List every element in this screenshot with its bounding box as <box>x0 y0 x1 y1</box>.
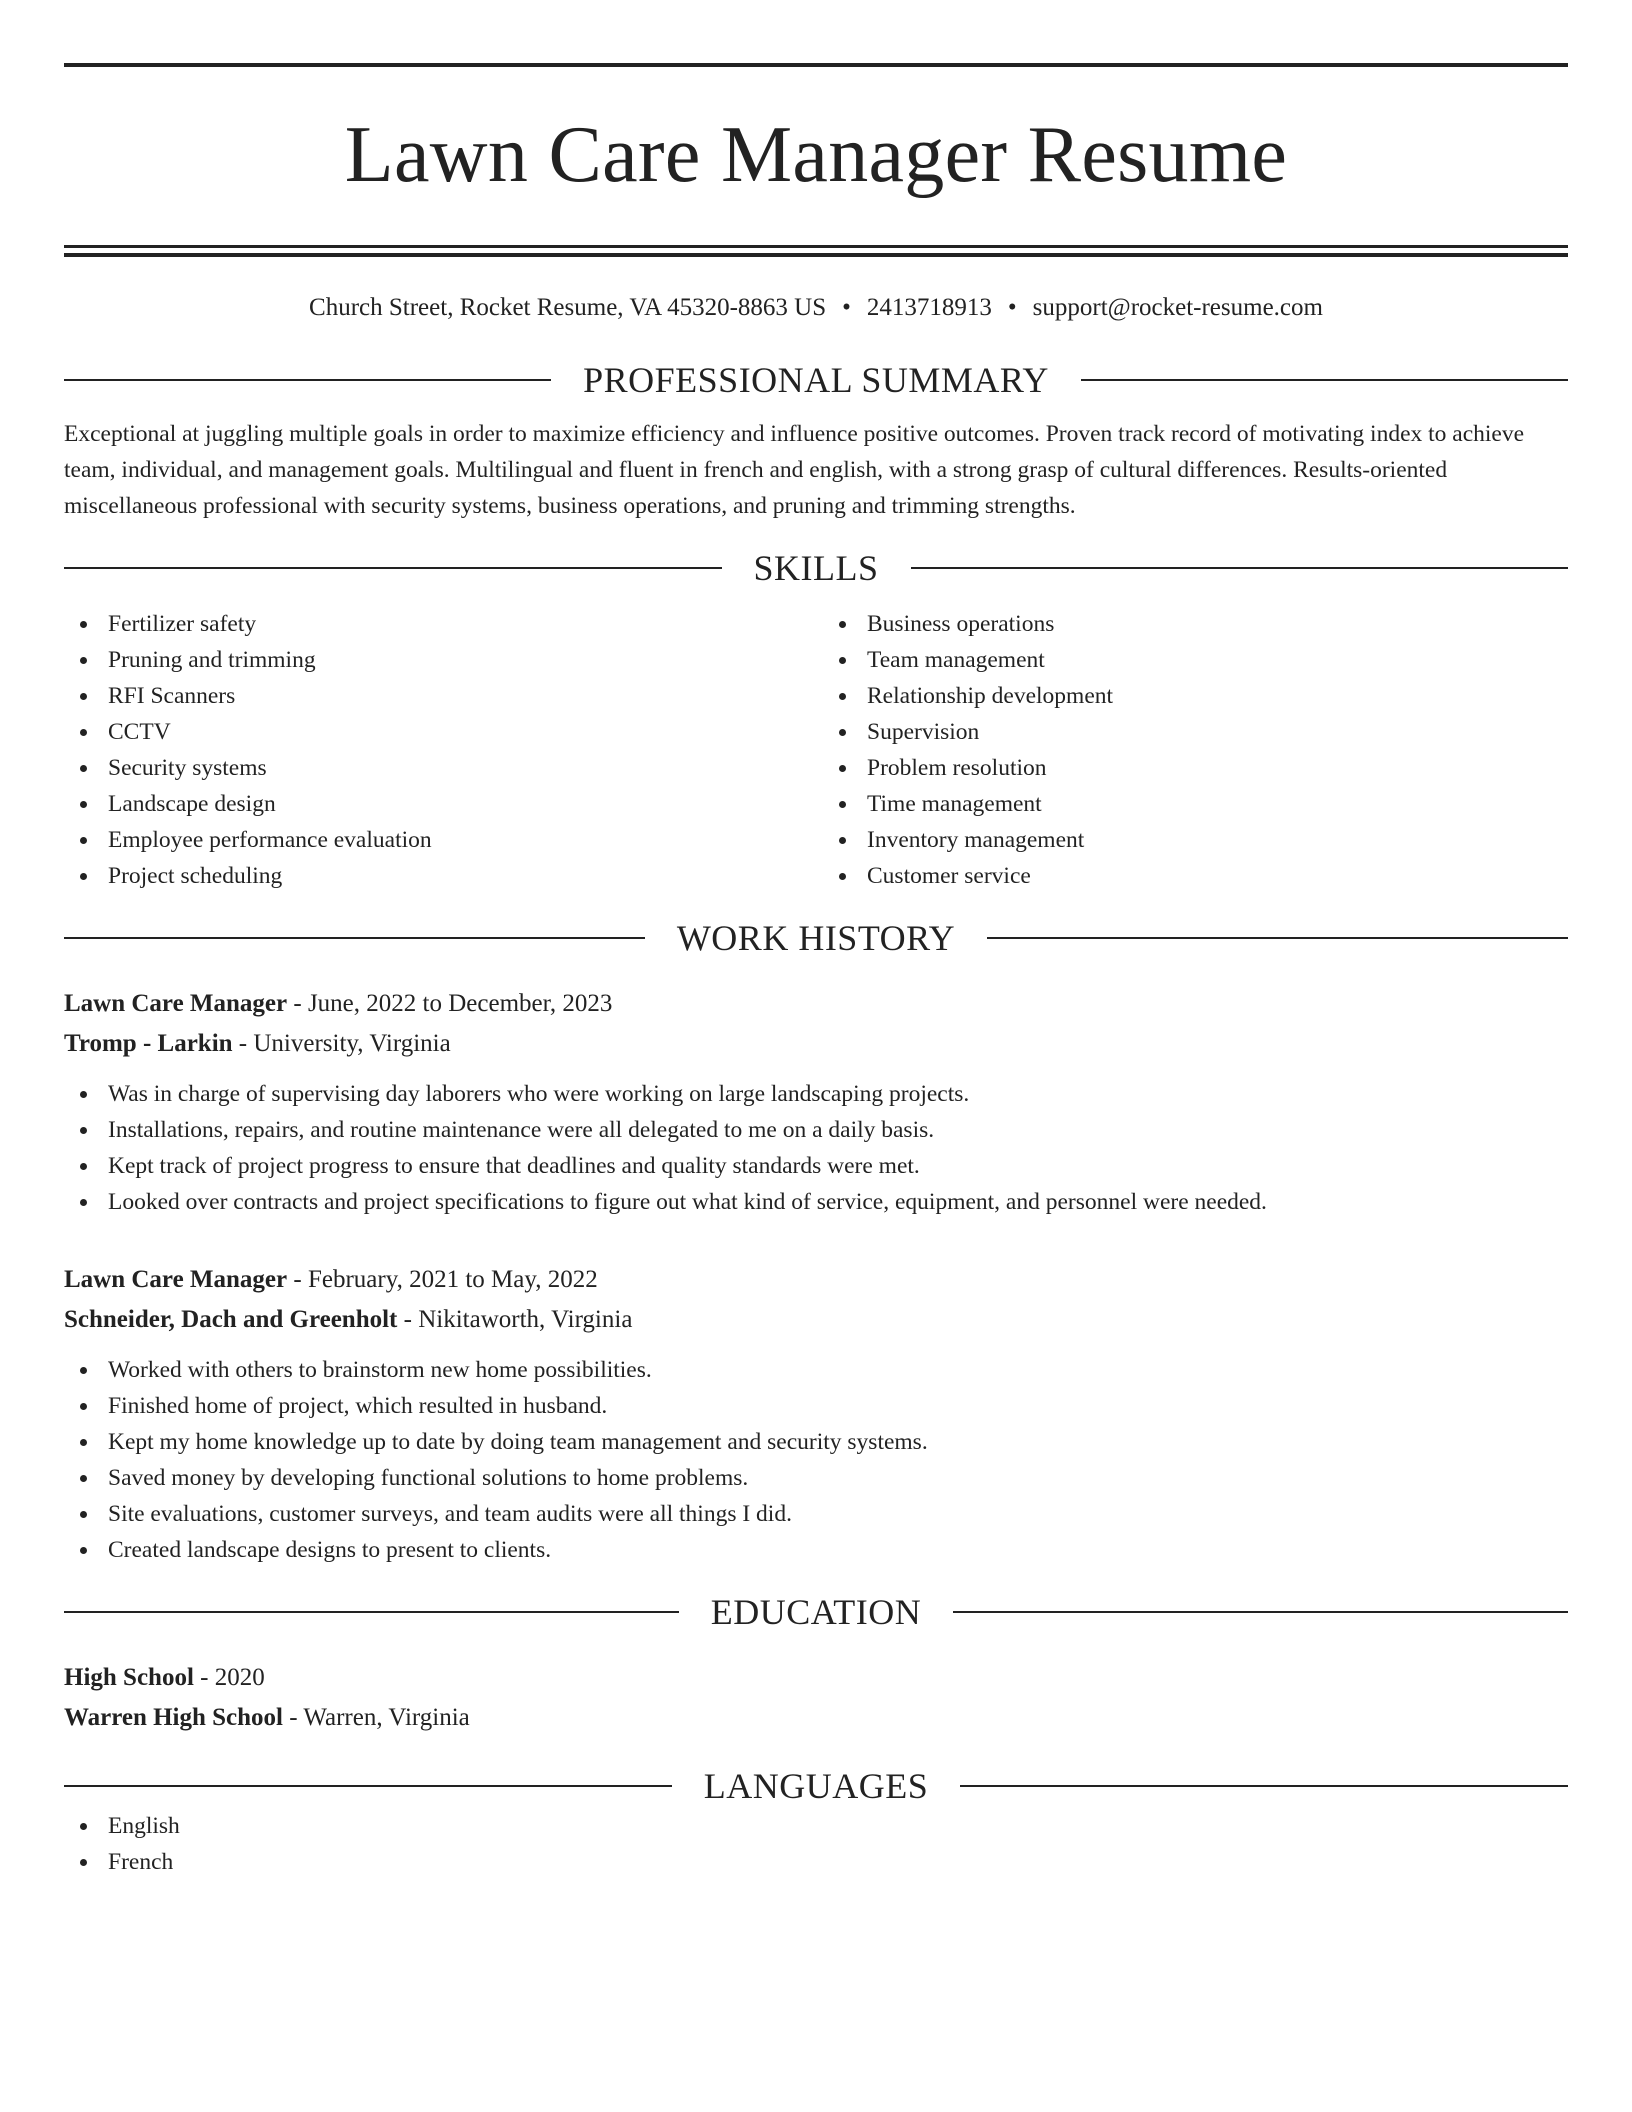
skill-item: Relationship development <box>823 678 1568 714</box>
skills-list <box>64 606 1568 894</box>
contact-email: support@rocket-resume.com <box>1032 294 1323 321</box>
summary-text: Exceptional at juggling multiple goals in order to maximize efficiency and influence positive outcomes. Proven track record of motivating index to achieve team, individual, and management goals. Multilingual and fluent in french and english, with a strong grasp of cultural differences. Results-oriented miscellaneous professional with security systems, business operations, and pruning and trimming strengths. <box>64 421 1525 519</box>
top-rule <box>64 63 1568 67</box>
section-rule <box>960 1785 1568 1787</box>
skill-item: Team management <box>823 642 1568 678</box>
contact-line <box>64 292 1568 324</box>
section-title-summary: PROFESSIONAL SUMMARY <box>583 360 1049 400</box>
skill-item: Pruning and trimming <box>64 642 809 678</box>
job-company-line <box>64 1024 1568 1064</box>
dash: - <box>403 1306 412 1333</box>
job-location: University, Virginia <box>253 1030 451 1057</box>
contact-phone: 2413718913 <box>866 294 992 321</box>
job-dates: June, 2022 to December, 2023 <box>307 990 613 1017</box>
section-title-work: WORK HISTORY <box>676 918 956 958</box>
section-rule <box>64 567 722 569</box>
contact-separator: • <box>1007 294 1017 321</box>
education-degree: High School <box>64 1664 194 1691</box>
job-company-line <box>64 1300 1568 1340</box>
contact-address: Church Street, Rocket Resume, VA 45320-8863 US <box>309 294 827 321</box>
section-header-education <box>64 1590 1568 1634</box>
skill-item: Business operations <box>823 606 1568 642</box>
skills-column-right <box>809 606 1568 894</box>
section-rule <box>64 379 551 381</box>
language-item: French <box>64 1844 1568 1880</box>
job-title: Lawn Care Manager <box>64 990 288 1017</box>
skill-item: Inventory management <box>823 822 1568 858</box>
section-title-languages: LANGUAGES <box>703 1766 929 1806</box>
job-location: Nikitaworth, Virginia <box>418 1306 633 1333</box>
skill-item: Problem resolution <box>823 750 1568 786</box>
job-dates: February, 2021 to May, 2022 <box>307 1266 598 1293</box>
dash: - <box>293 1266 302 1293</box>
skill-item: Customer service <box>823 858 1568 894</box>
education-year: 2020 <box>214 1664 265 1691</box>
job-entry <box>64 984 1568 1220</box>
contact-separator: • <box>842 294 851 321</box>
section-header-languages <box>64 1764 1568 1808</box>
job-bullet: Was in charge of supervising day laborers who were working on large landscaping projects. <box>64 1076 1568 1112</box>
education-school-line <box>64 1698 1568 1738</box>
job-bullet: Worked with others to brainstorm new home possibilities. <box>64 1352 1568 1388</box>
section-rule <box>911 567 1569 569</box>
skill-item: Time management <box>823 786 1568 822</box>
dash: - <box>289 1704 298 1731</box>
job-bullet: Looked over contracts and project specifications to figure out what kind of service, equipment, and personnel were needed. <box>64 1184 1568 1220</box>
section-header-skills <box>64 546 1568 590</box>
job-title-line <box>64 984 1568 1024</box>
job-title: Lawn Care Manager <box>64 1266 288 1293</box>
job-bullets <box>64 1076 1568 1220</box>
section-rule <box>987 937 1568 939</box>
skill-item: CCTV <box>64 714 809 750</box>
skills-column-left <box>64 606 809 894</box>
skill-item: Employee performance evaluation <box>64 822 809 858</box>
job-title-line <box>64 1260 1568 1300</box>
title-double-rule <box>64 245 1568 257</box>
section-header-work <box>64 916 1568 960</box>
job-bullet: Site evaluations, customer surveys, and team audits were all things I did. <box>64 1496 1568 1532</box>
education-school: Warren High School <box>64 1704 284 1731</box>
section-title-skills: SKILLS <box>753 548 879 588</box>
dash: - <box>238 1030 248 1057</box>
job-bullet: Saved money by developing functional solutions to home problems. <box>64 1460 1568 1496</box>
job-bullet: Finished home of project, which resulted in husband. <box>64 1388 1568 1424</box>
section-header-summary <box>64 358 1568 402</box>
education-degree-line <box>64 1658 1568 1698</box>
dash: - <box>200 1664 209 1691</box>
skill-item: Security systems <box>64 750 809 786</box>
languages-list <box>64 1808 1568 1880</box>
skill-item: Landscape design <box>64 786 809 822</box>
section-title-education: EDUCATION <box>710 1592 922 1632</box>
section-rule <box>64 937 645 939</box>
skill-item: Project scheduling <box>64 858 809 894</box>
section-rule <box>64 1785 672 1787</box>
job-bullet: Kept track of project progress to ensure that deadlines and quality standards were met. <box>64 1148 1568 1184</box>
job-company: Schneider, Dach and Greenholt <box>64 1306 398 1333</box>
education-location: Warren, Virginia <box>303 1704 470 1731</box>
skill-item: RFI Scanners <box>64 678 809 714</box>
job-bullet: Created landscape designs to present to clients. <box>64 1532 1568 1568</box>
job-company: Tromp - Larkin <box>64 1030 233 1057</box>
dash: - <box>293 990 302 1017</box>
section-rule <box>1081 379 1568 381</box>
section-rule <box>953 1611 1568 1613</box>
resume-title: Lawn Care Manager Resume <box>344 111 1288 199</box>
education-entry <box>64 1658 1568 1738</box>
job-bullet: Installations, repairs, and routine maintenance were all delegated to me on a daily basis. <box>64 1112 1568 1148</box>
language-item: English <box>64 1808 1568 1844</box>
skill-item: Supervision <box>823 714 1568 750</box>
skill-item: Fertilizer safety <box>64 606 809 642</box>
job-entry <box>64 1260 1568 1568</box>
job-bullet: Kept my home knowledge up to date by doing team management and security systems. <box>64 1424 1568 1460</box>
section-rule <box>64 1611 679 1613</box>
job-bullets <box>64 1352 1568 1568</box>
